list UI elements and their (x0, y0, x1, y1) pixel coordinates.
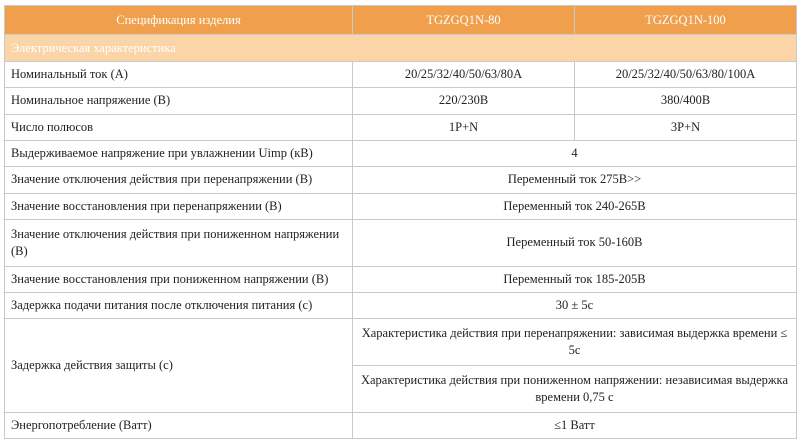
header-spec: Спецификация изделия (5, 6, 353, 35)
row-value-uv: Характеристика действия при пониженном напряжении: независимая выдержка времени 0,75 с (353, 365, 797, 412)
row-value-b: 380/400В (575, 88, 797, 114)
row-label: Значение отключения действия при пониженном напряжении (В) (5, 219, 353, 266)
row-label: Значение восстановления при пониженном напряжении (В) (5, 266, 353, 292)
row-label: Энергопотребление (Ватт) (5, 412, 353, 438)
section-row (5, 35, 797, 62)
row-label: Выдерживаемое напряжение при увлажнении Uimp (кВ) (5, 140, 353, 166)
row-value-b: 20/25/32/40/50/63/80/100A (575, 62, 797, 88)
row-value-a: 20/25/32/40/50/63/80A (353, 62, 575, 88)
row-label: Значение восстановления при перенапряжении (В) (5, 193, 353, 219)
row-label: Номинальный ток (A) (5, 62, 353, 88)
row-value: 30 ± 5с (353, 292, 797, 318)
header-row (5, 6, 797, 35)
row-value: Переменный ток 185-205В (353, 266, 797, 292)
table-row (5, 114, 797, 140)
row-value: ≤1 Ватт (353, 412, 797, 438)
header-model-a: TGZGQ1N-80 (353, 6, 575, 35)
row-label: Задержка подачи питания после отключения питания (с) (5, 292, 353, 318)
table-row (5, 319, 797, 366)
table-row (5, 167, 797, 193)
table-row (5, 219, 797, 266)
table-row (5, 266, 797, 292)
table-row (5, 62, 797, 88)
header-model-b: TGZGQ1N-100 (575, 6, 797, 35)
row-value: 4 (353, 140, 797, 166)
row-value: Переменный ток 240-265В (353, 193, 797, 219)
row-value: Переменный ток 275В>> (353, 167, 797, 193)
table-row (5, 193, 797, 219)
row-label: Номинальное напряжение (В) (5, 88, 353, 114)
section-title: Электрическая характеристика (5, 35, 797, 62)
table-row (5, 412, 797, 438)
row-value-a: 1P+N (353, 114, 575, 140)
table-row (5, 88, 797, 114)
table-row (5, 140, 797, 166)
row-label: Значение отключения действия при перенапряжении (В) (5, 167, 353, 193)
row-value-ov: Характеристика действия при перенапряжении: зависимая выдержка времени ≤ 5с (353, 319, 797, 366)
row-value-b: 3P+N (575, 114, 797, 140)
spec-table (4, 5, 797, 439)
row-value-a: 220/230В (353, 88, 575, 114)
row-label: Число полюсов (5, 114, 353, 140)
row-value: Переменный ток 50-160В (353, 219, 797, 266)
row-label: Задержка действия защиты (с) (5, 319, 353, 412)
table-row (5, 292, 797, 318)
